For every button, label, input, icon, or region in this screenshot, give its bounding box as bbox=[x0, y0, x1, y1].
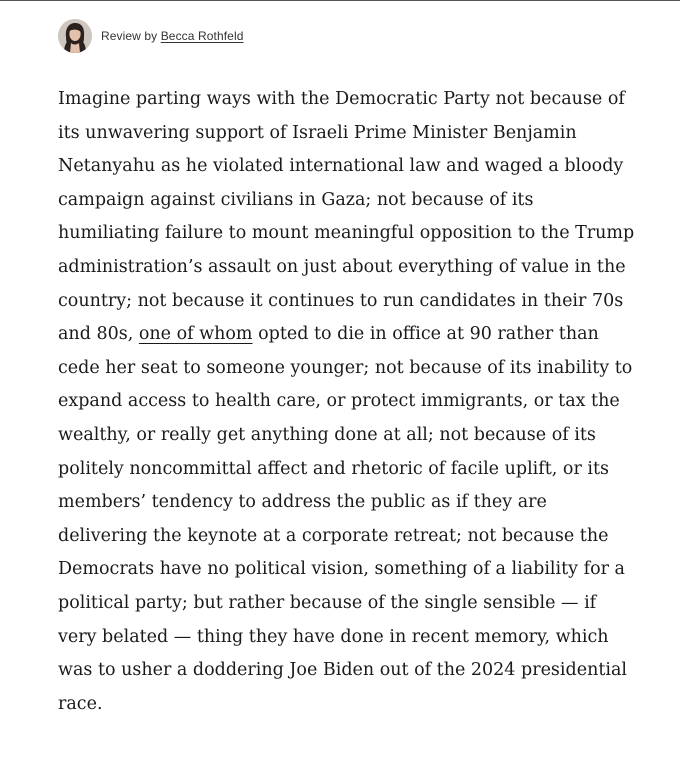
author-link[interactable]: Becca Rothfeld bbox=[160, 29, 244, 43]
author-portrait-icon bbox=[58, 19, 92, 53]
paragraph-text-before-link: Imagine parting ways with the Democratic Party not because of its unwavering support of Israeli Prime Minister Benjamin Netanyahu as he violated international law and waged a bloody campaign against civilians in Gaza; not because of its humiliating failure to mount meaningful opposition to the Trump administration’s assault on just about everything of value in the country; not because it continues to run candidates in their 70s and 80s, bbox=[58, 89, 635, 345]
article-paragraph bbox=[58, 83, 638, 721]
paragraph-text-after-link: opted to die in office at 90 rather than cede her seat to someone younger; not because of its inability to expand access to health care, or protect immigrants, or tax the wealthy, or really get anything done at all; not because of its politely noncommittal affect and rhetoric of facile uplift, or its members’ tendency to address the public as if they are delivering the keynote at a corporate retreat; not because the Democrats have no political vision, something of a liability for a political party; but rather because of the single sensible — if very belated — thing they have done in recent memory, which was to usher a doddering Joe Biden out of the 2024 presidential race. bbox=[58, 324, 633, 714]
inline-article-link[interactable]: one of whom bbox=[138, 324, 253, 345]
byline-text bbox=[101, 29, 243, 43]
article-byline bbox=[58, 17, 243, 55]
author-avatar[interactable] bbox=[58, 19, 92, 53]
byline-prefix: Review by bbox=[101, 29, 158, 43]
